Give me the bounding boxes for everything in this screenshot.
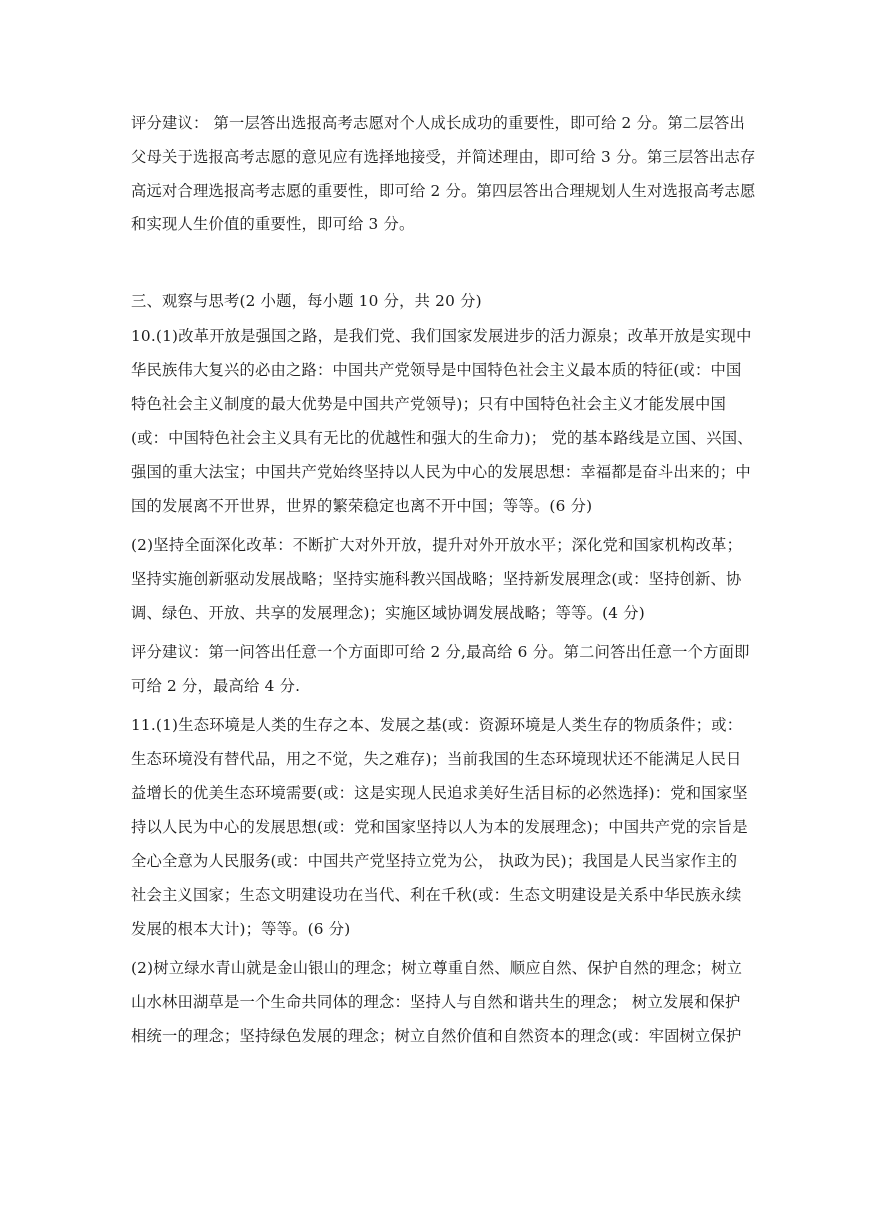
scoring-note-line-2: 父母关于选报高考志愿的意见应有选择地接受，并简述理由，即可给 3 分。第三层答出志存 (131, 148, 756, 166)
q10-scoring-line-1: 评分建议：第一问答出任意一个方面即可给 2 分,最高给 6 分。第二问答出任意一个方面即 (131, 643, 750, 661)
q11-part1-line-7: 发展的根本大计)；等等。(6 分) (131, 920, 351, 938)
q11-part1-line-4: 持以人民为中心的发展思想(或：党和国家坚持以人为本的发展理念)；中国共产党的宗旨是 (131, 818, 748, 836)
section-heading: 三、观察与思考(2 小题，每小题 10 分，共 20 分) (131, 292, 482, 310)
q11-part1-line-5: 全心全意为人民服务(或：中国共产党坚持立党为公， 执政为民)；我国是人民当家作主的 (131, 852, 738, 870)
q11-part1-line-1: 11.(1)生态环境是人类的生存之本、发展之基(或：资源环境是人类生存的物质条件；或： (131, 716, 743, 734)
q11-part2-line-3: 相统一的理念；坚持绿色发展的理念；树立自然价值和自然资本的理念(或：牢固树立保护 (131, 1027, 742, 1045)
q10-part1-line-5: 强国的重大法宝；中国共产党始终坚持以人民为中心的发展思想：幸福都是奋斗出来的；中 (131, 463, 751, 481)
q10-part2-line-1: (2)坚持全面深化改革：不断扩大对外开放，提升对外开放水平；深化党和国家机构改革； (131, 536, 743, 554)
q11-part1-line-3: 益增长的优美生态环境需要(或：这是实现人民追求美好生活目标的必然选择)：党和国家坚 (131, 784, 748, 802)
q10-part1-line-4: (或：中国特色社会主义具有无比的优越性和强大的生命力)； 党的基本路线是立国、兴国、 (131, 429, 753, 447)
q10-part1-line-3: 特色社会主义制度的最大优势是中国共产党领导)；只有中国特色社会主义才能发展中国 (131, 395, 727, 413)
q11-part1-line-2: 生态环境没有替代品，用之不觉，失之难存)；当前我国的生态环境现状还不能满足人民日 (131, 750, 742, 768)
scoring-note-line-4: 和实现人生价值的重要性，即可给 3 分。 (131, 215, 415, 233)
q10-part1-line-6: 国的发展离不开世界，世界的繁荣稳定也离不开中国；等等。(6 分) (131, 497, 593, 515)
scoring-note-line-1: 评分建议： 第一层答出选报高考志愿对个人成长成功的重要性，即可给 2 分。第二层答出 (131, 114, 746, 132)
q11-part1-line-6: 社会主义国家；生态文明建设功在当代、利在千秋(或：生态文明建设是关系中华民族永续 (131, 886, 742, 904)
q11-part2-line-1: (2)树立绿水青山就是金山银山的理念；树立尊重自然、顺应自然、保护自然的理念；树立 (131, 959, 743, 977)
q10-part2-line-3: 调、绿色、开放、共享的发展理念)；实施区域协调发展战略；等等。(4 分) (131, 604, 645, 622)
q10-part1-line-1: 10.(1)改革开放是强国之路，是我们党、我们国家发展进步的活力源泉；改革开放是实现中 (131, 327, 752, 345)
q10-part1-line-2: 华民族伟大复兴的必由之路：中国共产党领导是中国特色社会主义最本质的特征(或：中国 (131, 361, 742, 379)
scoring-note-line-3: 高远对合理选报高考志愿的重要性，即可给 2 分。第四层答出合理规划人生对选报高考志愿 (131, 182, 756, 200)
q10-scoring-line-2: 可给 2 分，最高给 4 分. (131, 677, 301, 695)
q11-part2-line-2: 山水林田湖草是一个生命共同体的理念：坚持人与自然和谐共生的理念； 树立发展和保护 (131, 993, 741, 1011)
q10-part2-line-2: 坚持实施创新驱动发展战略；坚持实施科教兴国战略；坚持新发展理念(或：坚持创新、协 (131, 570, 742, 588)
